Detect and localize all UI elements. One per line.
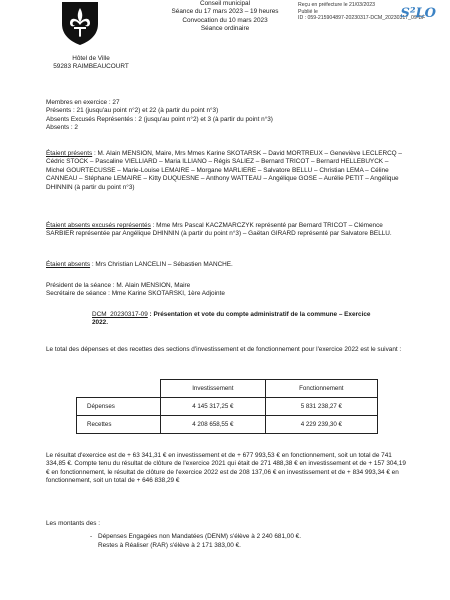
prefecture-stamp <box>298 0 446 34</box>
amount-rar: Restes à Réaliser (RAR) s'élève à 2 171 383,00 €. <box>98 541 241 549</box>
excused-list-text: : Mme Mrs Pascal KACZMARCZYK représenté par Bernard TRICOT – Clémence SARBIER représentée par Angélique DHINNIN (à partir du point n°3) – Gaëtan GIRARD représenté par Salvatore BELLU. <box>46 222 392 238</box>
absent-list <box>46 261 406 269</box>
row-label-recettes: Recettes <box>77 416 161 434</box>
present-list <box>46 150 406 192</box>
recettes-investissement: 4 208 658,55 € <box>161 416 266 434</box>
town-hall-name: Hôtel de Ville <box>72 55 110 62</box>
amount-denm: Dépenses Engagées non Mandatées (DENM) s'élève à 2 240 681,00 €. <box>98 533 302 541</box>
session-president: Président de la séance : M. Alain MENSION, Maire <box>46 282 191 289</box>
amounts-title: Les montants des : <box>46 520 100 527</box>
header-line-4: Séance ordinaire <box>200 25 250 33</box>
members-count: Membres en exercice : 27 <box>46 99 120 106</box>
stamp-received: Reçu en préfecture le 21/03/2023 <box>298 2 376 8</box>
deliberation-subject: : Présentation et vote du compte administratif de la commune – Exercice 2022. <box>92 311 371 327</box>
result-paragraph: Le résultat d'exercice est de + 63 341,31 € en investissement et de + 677 993,53 € en fonctionnement, soit un total de 741 334,85 €. Compte tenu du résultat de clôture de l'exercice 2021 qui était de 271 488,38 € en investissement et de + 157 304,19 € en fonctionnement, le résultat de clôture de l'exercice 2022 est de 208 137,06 € en investissement et de + 834 993,34 € en fonctionnement, soit un total de + 646 838,29 € <box>46 452 406 485</box>
list-item <box>46 533 301 541</box>
table-header-row <box>77 380 378 398</box>
table-row <box>77 416 378 434</box>
excused-count: Absents Excusés Représentés : 2 (jusqu'au point n°2) et 3 (à partir du point n°3) <box>46 115 273 123</box>
header-line-1: Conseil municipal <box>199 0 251 7</box>
present-list-label: Étaient présents <box>46 150 93 157</box>
intro-paragraph: Le total des dépenses et des recettes des sections d'investissement et de fonctionnement pour l'exercice 2022 est le suivant : <box>46 346 402 353</box>
absent-count: Absents : 2 <box>46 124 78 132</box>
recettes-fonctionnement: 4 229 239,30 € <box>265 416 377 434</box>
bullet-icon: - <box>90 533 93 541</box>
list-item <box>46 542 301 550</box>
present-count: Présents : 21 (jusqu'au point n°2) et 22 (à partir du point n°3) <box>46 107 219 115</box>
col-investissement-header: Investissement <box>161 380 266 398</box>
header-line-3: Convocation du 10 mars 2023 <box>182 16 268 24</box>
deliberation-ref: DCM_20230317-09 <box>92 311 148 318</box>
financial-table <box>76 379 378 434</box>
row-label-depenses: Dépenses <box>77 398 161 416</box>
stamp-id: ID : 059-215904897-20230317-DCM_20230317_09-BF <box>298 15 426 22</box>
deliberation-title <box>92 311 382 328</box>
present-list-text: : M. Alain MENSION, Maire, Mrs Mmes Karine SKOTARSK – David MORTREUX – Geneviève LECLERCQ – Cédric STOCK – Pascaline VIELLIARD – Maria ILLIANO – Régis SALIEZ – Bernard TRICOT – Bernard HELLEBUYCK – Michel GOURTECUSSE – Marie-Louise LEMAIRE – Morgane MARLIERE – Salvatore BELLU – Christian LEMA – Céline CANNEAU – Stéphane LEMAIRE – Kitty DUQUESNE – Anthony WATTEAU – Angélique GOSE – Aurélie PETIT – Angélique DHINNIN (à partir du point n°3) <box>46 150 402 191</box>
town-hall-address <box>46 55 136 72</box>
col-fonctionnement-header: Fonctionnement <box>265 380 377 398</box>
absent-list-text: : Mrs Christian LANCELIN – Sébastien MANCHE. <box>90 261 233 268</box>
coat-of-arms-logo <box>60 0 100 46</box>
excused-list <box>46 222 406 239</box>
depenses-investissement: 4 145 317,25 € <box>161 398 266 416</box>
absent-list-label: Étaient absents <box>46 261 91 268</box>
table-corner <box>77 380 161 398</box>
town-hall-city: 59283 RAIMBEAUCOURT <box>53 63 129 71</box>
slo-logo: S²LO <box>400 6 436 21</box>
session-header <box>150 0 300 34</box>
session-officers <box>46 282 225 299</box>
stamp-published: Publié le <box>298 8 318 15</box>
depenses-fonctionnement: 5 831 238,27 € <box>265 398 377 416</box>
amounts-block <box>46 520 301 550</box>
session-secretary: Secrétaire de séance : Mme Karine SKOTARSKI, 1ère Adjointe <box>46 290 225 298</box>
excused-list-label: Étaient absents excusés représentés <box>46 222 151 229</box>
attendance-block <box>46 99 273 133</box>
table-row <box>77 398 378 416</box>
header-line-2: Séance du 17 mars 2023 – 19 heures <box>171 8 279 16</box>
